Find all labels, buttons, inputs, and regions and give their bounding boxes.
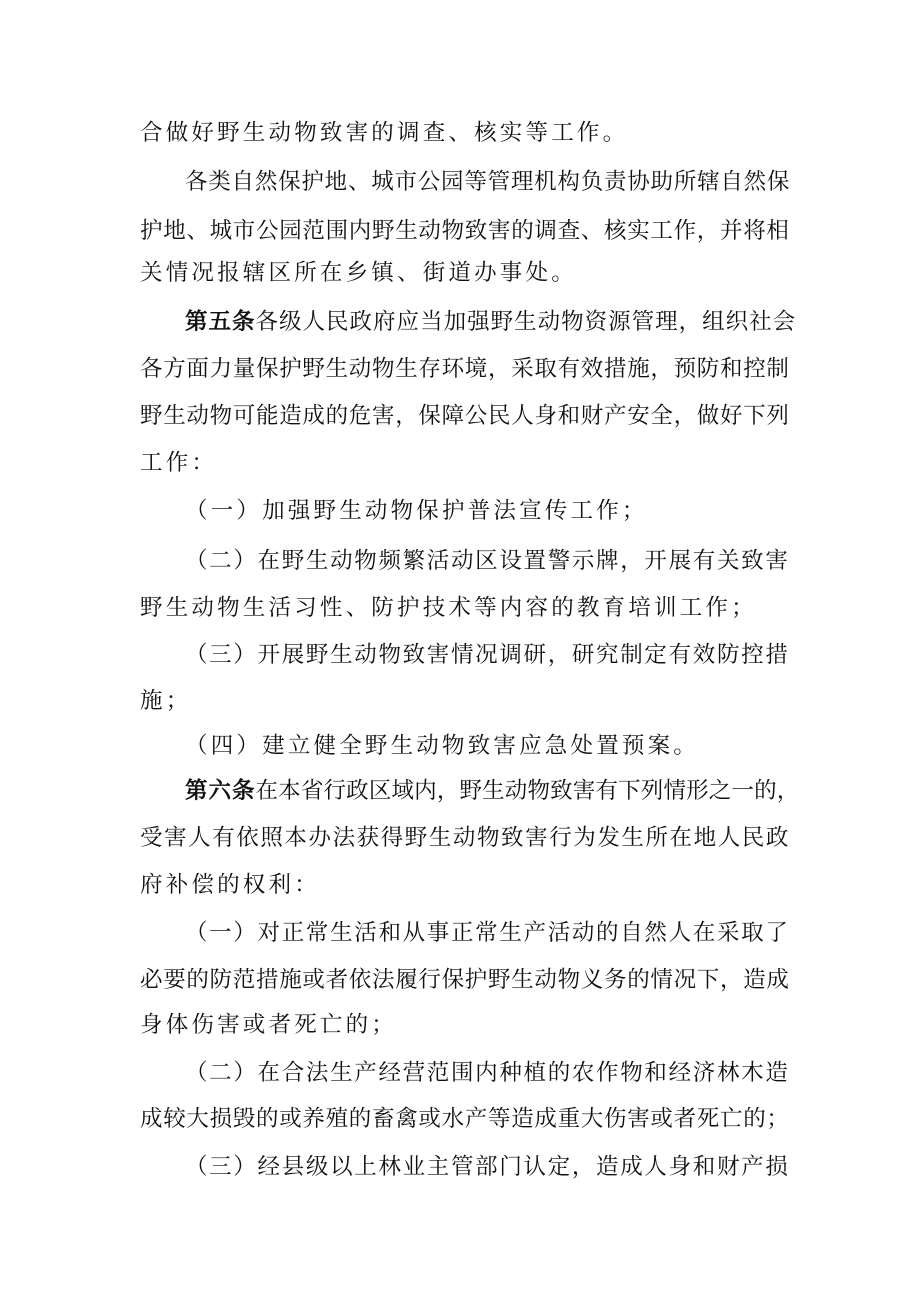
text-line: 护地、城市公园范围内野生动物致害的调查、核实工作，并将相	[140, 218, 790, 244]
text-line: 必要的防范措施或者依法履行保护野生动物义务的情况下，造成	[140, 967, 790, 993]
article-5-text: 各级人民政府应当加强野生动物资源管理，组织社会	[255, 309, 797, 335]
list-item: （三）开展野生动物致害情况调研，研究制定有效防控措	[185, 642, 790, 668]
text-line: 合做好野生动物致害的调查、核实等工作。	[140, 120, 629, 146]
list-item: （三）经县级以上林业主管部门认定，造成人身和财产损	[185, 1154, 790, 1180]
article-5-heading: 第五条	[185, 309, 256, 335]
article-6-heading: 第六条	[185, 778, 256, 804]
list-item: （二）在合法生产经营范围内种植的农作物和经济林木造	[185, 1060, 790, 1086]
article-5-first-line	[185, 311, 796, 334]
list-item: （一）加强野生动物保护普法宣传工作；	[185, 498, 648, 524]
list-item: （一）对正常生活和从事正常生产活动的自然人在采取了	[185, 920, 790, 946]
list-item: （二）在野生动物频繁活动区设置警示牌，开展有关致害	[185, 548, 790, 574]
text-line: 野生动物可能造成的危害，保障公民人身和财产安全，做好下列	[140, 403, 790, 429]
text-line: 各方面力量保护野生动物生存环境，采取有效措施，预防和控制	[140, 356, 790, 382]
text-line: 成较大损毁的或养殖的畜禽或水产等造成重大伤害或者死亡的；	[140, 1106, 790, 1132]
text-line: 野生动物生活习性、防护技术等内容的教育培训工作；	[140, 595, 757, 621]
list-item: （四）建立健全野生动物致害应急处置预案。	[185, 733, 700, 759]
text-line: 施；	[140, 688, 192, 714]
text-line: 关情况报辖区所在乡镇、街道办事处。	[140, 260, 577, 286]
paragraph-start: 各类自然保护地、城市公园等管理机构负责协助所辖自然保	[185, 169, 791, 195]
text-line: 受害人有依照本办法获得野生动物致害行为发生所在地人民政	[140, 825, 790, 851]
text-line: 身体伤害或者死亡的；	[140, 1012, 398, 1038]
article-6-first-line	[185, 780, 799, 803]
article-6-text: 在本省行政区域内，野生动物致害有下列情形之一的，	[255, 778, 800, 804]
text-line: 工作：	[140, 450, 218, 476]
text-line: 府补偿的权利：	[140, 872, 320, 898]
